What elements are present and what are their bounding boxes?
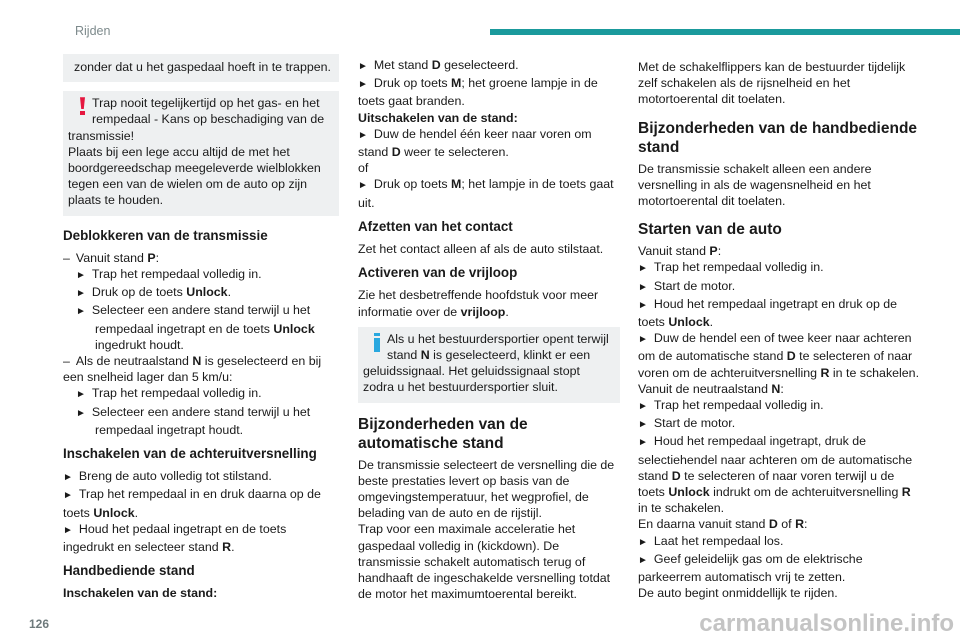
text-run: Inschakelen van de stand:	[63, 586, 218, 601]
bold-text: Unlock	[273, 321, 315, 336]
text-run: Als u het bestuurdersportier opent terwijl stand	[387, 331, 609, 363]
sub-bullet-item	[63, 404, 339, 438]
bullet-item	[638, 415, 923, 433]
text-run: Activeren van de vrijloop	[358, 265, 518, 281]
bold-text: D	[768, 517, 778, 532]
bold-text: Unlock	[668, 485, 710, 500]
section-title: Rijden	[75, 24, 111, 38]
text-run: Met stand	[373, 58, 432, 72]
text-run: in te schakelen.	[638, 501, 725, 516]
text-run: Duw de hendel één keer naar voren om stand	[358, 126, 592, 160]
paragraph	[358, 241, 620, 257]
text-run: De auto begint onmiddellijk te rijden.	[638, 586, 838, 601]
text-run: Trap het rempedaal volledig in.	[91, 267, 262, 282]
bold-text: Unlock	[186, 285, 228, 300]
warning-box	[63, 91, 339, 215]
bullet-item	[638, 278, 923, 296]
paragraph	[638, 381, 923, 397]
text-run: te selecteren of naar voren om de achteruitversnelling	[638, 349, 913, 380]
text-run: Als de neutraalstand	[75, 354, 193, 369]
bold-label	[358, 110, 620, 126]
bold-text: R	[222, 540, 232, 555]
text-run: Druk op toets	[373, 76, 452, 91]
text-run: Trap het rempedaal volledig in.	[91, 386, 262, 401]
text-run: :	[155, 250, 160, 265]
bullet-item	[358, 176, 620, 210]
dash-item	[63, 250, 339, 266]
bullet-item	[638, 551, 923, 585]
text-run: :	[804, 517, 808, 532]
subheading	[358, 265, 620, 281]
header-accent-bar	[490, 29, 960, 35]
bullet-item	[358, 75, 620, 109]
bullet-item	[638, 330, 923, 381]
text-run: Start de motor.	[653, 416, 736, 431]
text-run: te selecteren of naar voren terwijl u de toets	[638, 468, 895, 500]
heading	[638, 220, 923, 239]
text-run: Trap het rempedaal volledig in.	[653, 260, 824, 275]
bullet-item	[63, 468, 339, 486]
sub-bullet-item	[63, 385, 339, 403]
text-run: Trap nooit tegelijkertijd op het gas- en het rempedaal - Kans op beschadiging van de transmissie!	[68, 96, 325, 143]
column-left	[63, 54, 339, 602]
bold-text: R	[820, 365, 830, 380]
paragraph	[638, 243, 923, 259]
bullet-item	[63, 486, 339, 520]
bold-text: D	[671, 468, 681, 483]
text-run: Bijzonderheden van de automatische stand	[358, 415, 528, 452]
subheading	[63, 563, 339, 579]
text-run: zonder dat u het gaspedaal hoeft in te trappen.	[74, 60, 331, 74]
sub-bullet-item	[63, 266, 339, 284]
text-run: .	[134, 505, 139, 520]
paragraph	[638, 59, 923, 108]
text-run: Starten van de auto	[638, 221, 782, 239]
paragraph	[358, 287, 620, 319]
subheading	[358, 219, 620, 235]
text-run: of	[358, 161, 369, 176]
bold-text: N	[192, 354, 202, 369]
text-run: ; het lampje in de toets gaat uit.	[358, 177, 614, 210]
column-middle	[358, 57, 620, 602]
text-run: :	[717, 244, 722, 259]
text-run: De transmissie selecteert de versnelling die de beste prestaties levert op basis van de omgevingstemperatuur, het wegprofiel, de belading van de auto en de rijstijl.	[358, 457, 615, 521]
bold-text: P	[709, 244, 718, 259]
text-run: Inschakelen van de achteruitversnelling	[63, 446, 317, 462]
text-run: ; het groene lampje in de toets gaat branden.	[358, 76, 598, 109]
paragraph	[638, 516, 923, 532]
text-run: .	[231, 540, 235, 555]
bold-text: M	[451, 76, 462, 91]
text-run: is geselecteerd en bij een snelheid lager dan 5 km/u:	[63, 354, 322, 385]
bold-text: D	[431, 58, 441, 72]
sub-bullet-item	[63, 284, 339, 302]
watermark: carmanualsonline.info	[699, 610, 954, 637]
bold-text: Unlock	[668, 315, 710, 330]
bold-text: R	[901, 485, 911, 500]
paragraph	[358, 160, 620, 176]
text-run: Vanuit de neutraalstand	[638, 381, 772, 396]
text-run: Selecteer een andere stand terwijl u het rempedaal ingetrapt en de toets	[91, 303, 311, 336]
bullet-item	[638, 533, 923, 551]
text-run: Druk op de toets	[91, 285, 187, 300]
spacer	[358, 320, 620, 327]
bold-label	[63, 585, 339, 601]
bullet-item	[63, 521, 339, 555]
text-run: Handbediende stand	[63, 563, 195, 579]
text-run: Trap het rempedaal volledig in.	[653, 398, 824, 413]
text-run: indrukt om de achteruitversnelling	[709, 485, 902, 500]
info-box	[358, 327, 620, 403]
text-run: Plaats bij een lege accu altijd de met het boordgereedschap meegeleverde wielblokken tegen een van de wielen om de auto op zijn plaats te houden.	[68, 144, 321, 208]
text-run: ingedrukt houdt.	[95, 337, 184, 352]
text-run: geselecteerd.	[440, 58, 519, 72]
warning-icon	[68, 95, 92, 113]
text-run: Houd het pedaal ingetrapt en de toets ingedrukt en selecteer stand	[63, 521, 287, 555]
text-run: Uitschakelen van de stand:	[358, 110, 518, 125]
text-run: En daarna vanuit stand	[638, 517, 769, 532]
paragraph	[638, 585, 923, 601]
bold-text: N	[420, 348, 430, 363]
bullet-item	[638, 259, 923, 277]
text-run: De transmissie schakelt alleen een andere versnelling in als de wagensnelheid en het motortoerental dit toelaten.	[638, 161, 872, 209]
text-run: :	[780, 381, 784, 396]
bullet-item	[358, 57, 620, 75]
bold-text: D	[391, 145, 401, 160]
text-run: Vanuit stand	[638, 244, 710, 259]
text-run: Vanuit stand	[75, 250, 148, 265]
text-run: Bijzonderheden van de handbediende stand	[638, 119, 918, 156]
paragraph	[358, 457, 620, 522]
bullet-item	[638, 296, 923, 330]
text-run: is geselecteerd, klinkt er een geluidssignaal. Het geluidssignaal stopt zodra u het bestuurdersportier sluit.	[363, 348, 591, 395]
text-run: Trap voor een maximale acceleratie het gaspedaal volledig in (kickdown). De transmissie schakelt automatisch terug of handhaaft de ingeschakelde versnelling totdat de motor het maximumtoerental bereikt.	[358, 522, 611, 602]
text-run: Start de motor.	[653, 278, 736, 293]
text-run: Zet het contact alleen af als de auto stilstaat.	[358, 242, 604, 257]
paragraph	[638, 161, 923, 210]
text-run: weer te selecteren.	[400, 145, 509, 160]
bullet-item	[638, 397, 923, 415]
column-right	[638, 59, 923, 601]
sub-bullet-item	[63, 302, 339, 353]
text-run: Deblokkeren van de transmissie	[63, 227, 268, 243]
text-run: Met de schakelflippers kan de bestuurder tijdelijk zelf schakelen als de rijsnelheid en het motortoerental dit toelaten.	[638, 60, 906, 107]
heading	[358, 415, 620, 453]
bullet-item	[638, 433, 923, 516]
text-run: .	[227, 285, 232, 300]
text-run: .	[505, 304, 509, 319]
text-run: Selecteer een andere stand terwijl u het rempedaal ingetrapt houdt.	[91, 404, 311, 437]
text-run: of	[777, 517, 796, 532]
text-run: Houd het rempedaal ingetrapt en druk op de toets	[638, 296, 898, 330]
text-run: Duw de hendel een of twee keer naar achteren om de automatische stand	[638, 331, 912, 364]
paragraph	[68, 144, 331, 209]
text-run: Houd het rempedaal ingetrapt, druk de selectiehendel naar achteren om de automatische stand	[638, 434, 913, 483]
bold-text: N	[771, 381, 781, 396]
bold-text: M	[451, 177, 462, 192]
note-box	[63, 54, 339, 82]
text-run: Druk op toets	[373, 177, 452, 192]
heading	[638, 119, 923, 157]
text-run: Geef geleidelijk gas om de elektrische parkeerrem automatisch vrij te zetten.	[638, 551, 863, 585]
dash-item	[63, 353, 339, 385]
text-run: Laat het rempedaal los.	[653, 533, 784, 548]
text-run: Trap het rempedaal in en druk daarna op de toets	[63, 487, 321, 520]
bold-text: P	[147, 250, 156, 265]
bold-text: R	[795, 517, 805, 532]
text-run: Afzetten van het contact	[358, 218, 513, 234]
text-run: Zie het desbetreffende hoofdstuk voor meer informatie over de	[358, 288, 599, 319]
subheading	[63, 228, 339, 244]
bold-text: Unlock	[93, 505, 135, 520]
page-number: 126	[29, 617, 50, 631]
text-run: .	[709, 315, 714, 330]
info-icon	[363, 331, 387, 349]
text-run: Breng de auto volledig tot stilstand.	[78, 469, 272, 484]
paragraph	[68, 95, 331, 144]
text-run: in te schakelen.	[829, 365, 920, 380]
bold-text: D	[786, 349, 796, 364]
bullet-item	[358, 126, 620, 160]
paragraph	[363, 331, 612, 396]
bold-text: vrijloop	[460, 304, 506, 319]
subheading	[63, 446, 339, 462]
paragraph	[358, 521, 620, 602]
